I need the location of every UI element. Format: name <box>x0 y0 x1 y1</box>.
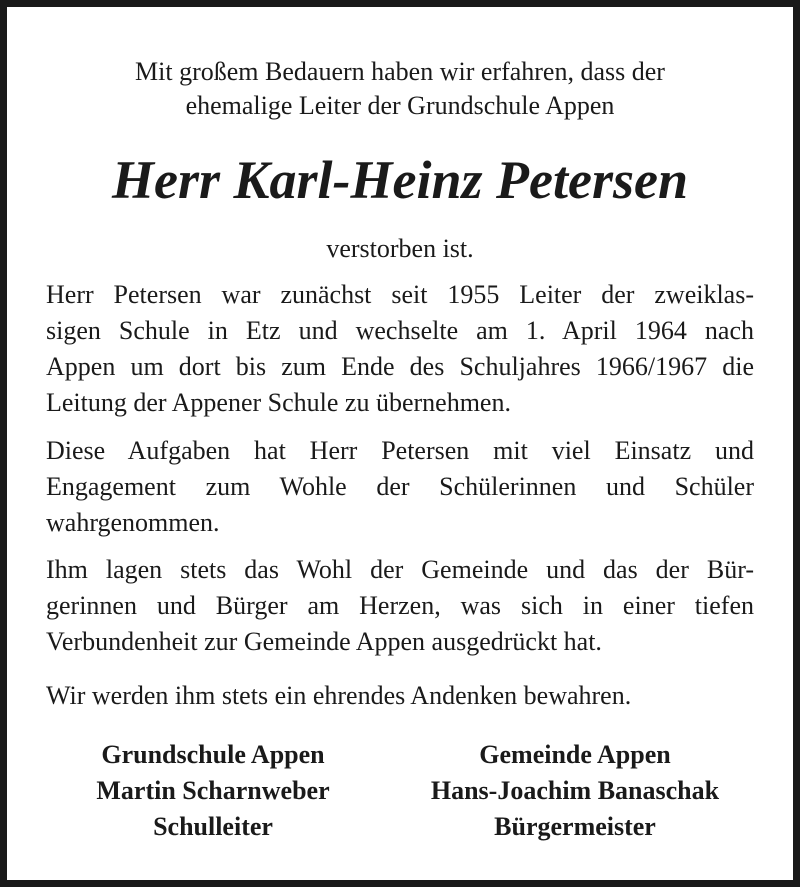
passed-text: verstorben ist. <box>326 234 474 263</box>
paragraph-line: Leitung der Appener Schule zu übernehmen. <box>46 388 511 417</box>
paragraph-career <box>46 277 754 421</box>
paragraph-line: Wir werden ihm stets ein ehrendes Andenken bewahren. <box>46 681 632 710</box>
paragraph-line: sigen Schule in Etz und wechselte am 1. April 1964 nach <box>46 316 754 345</box>
paragraph-line: wahrgenommen. <box>46 508 220 537</box>
deceased-name: Herr Karl-Heinz Petersen <box>112 150 688 210</box>
paragraph-remembrance <box>46 678 754 714</box>
paragraph-line: Ihm lagen stets das Wohl der Gemeinde und das der Bür- <box>46 555 754 584</box>
intro-line-2: ehemalige Leiter der Grundschule Appen <box>185 91 615 120</box>
paragraph-line: Verbundenheit zur Gemeinde Appen ausgedrückt hat. <box>46 627 602 656</box>
intro-line-1: Mit großem Bedauern haben wir erfahren, dass der <box>135 57 665 86</box>
paragraph-line: Appen um dort bis zum Ende des Schuljahres 1966/1967 die <box>46 352 754 381</box>
paragraph-line: Herr Petersen war zunächst seit 1955 Leiter der zweiklas- <box>46 280 754 309</box>
signature-institution: Grundschule Appen <box>101 740 325 769</box>
signature-role: Schulleiter <box>153 812 273 841</box>
paragraph-line: Engagement zum Wohle der Schülerinnen und Schüler <box>46 472 754 501</box>
signature-role: Bürgermeister <box>494 812 656 841</box>
paragraph-line: Diese Aufgaben hat Herr Petersen mit viel Einsatz und <box>46 436 754 465</box>
signature-institution: Gemeinde Appen <box>479 740 671 769</box>
signature-municipality <box>405 737 745 845</box>
signature-person: Hans-Joachim Banaschak <box>430 776 720 805</box>
signature-school <box>43 737 383 845</box>
paragraph-community <box>46 552 754 660</box>
signature-person: Martin Scharnweber <box>96 776 330 805</box>
paragraph-line: gerinnen und Bürger am Herzen, was sich in einer tiefen <box>46 591 754 620</box>
paragraph-engagement <box>46 433 754 541</box>
